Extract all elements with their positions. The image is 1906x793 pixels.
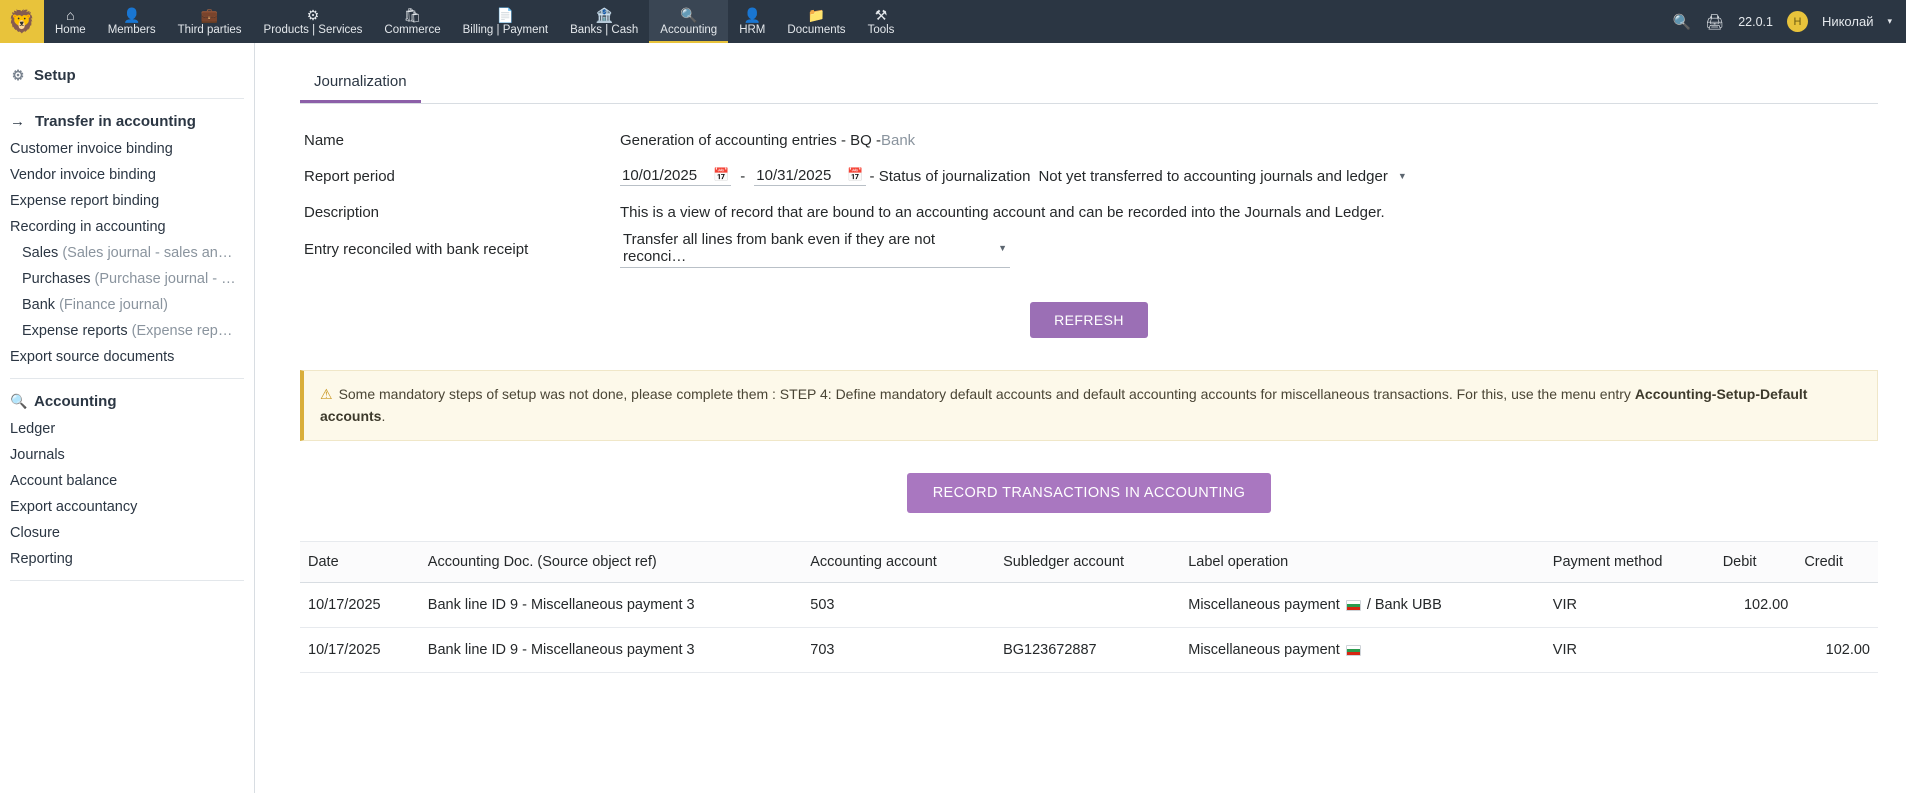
sidebar-item-expense-reports-label: Expense reports bbox=[22, 323, 128, 339]
menu-item-members[interactable] bbox=[97, 0, 167, 43]
cell-accounting-doc: Bank line ID 9 - Miscellaneous payment 3 bbox=[420, 583, 802, 628]
menu-item-products-services[interactable] bbox=[253, 0, 374, 43]
description-value: This is a view of record that are bound to an accounting account and can be recorded into the Journals and Ledger. bbox=[620, 203, 1385, 221]
menu-item-label: Third parties bbox=[177, 23, 242, 36]
tab-bar bbox=[300, 65, 1878, 104]
th-label-operation[interactable]: Label operation bbox=[1180, 542, 1545, 583]
cell-label-operation bbox=[1180, 628, 1545, 673]
cell-debit bbox=[1715, 628, 1797, 673]
magnifier-icon: 🔍 bbox=[10, 393, 28, 409]
cell-payment-method: VIR bbox=[1545, 583, 1715, 628]
sidebar-item-expense-reports[interactable] bbox=[0, 318, 254, 344]
table-header-row bbox=[300, 542, 1878, 583]
sidebar-item-bank-hint: (Finance journal) bbox=[59, 297, 168, 313]
form-row-entry-reconciled bbox=[300, 230, 1878, 268]
entry-reconciled-value bbox=[620, 230, 1010, 268]
menu-item-third-parties[interactable] bbox=[167, 0, 253, 43]
refresh-button[interactable]: REFRESH bbox=[1030, 302, 1148, 338]
warning-text: Some mandatory steps of setup was not done, please complete them : STEP 4: Define mandatory default accounts and default accounting accounts for miscellaneous transactions. For this, use the menu entry bbox=[338, 386, 1635, 402]
sidebar-item-sales-hint: (Sales journal - sales an… bbox=[62, 245, 233, 261]
menu-item-accounting[interactable] bbox=[649, 0, 728, 43]
accounting-icon: 🔍 bbox=[680, 6, 698, 23]
sidebar-item-customer-invoice-binding[interactable]: Customer invoice binding bbox=[10, 141, 173, 157]
menu-item-tools[interactable] bbox=[857, 0, 906, 43]
th-credit[interactable]: Credit bbox=[1796, 542, 1878, 583]
chevron-down-icon[interactable]: ▾ bbox=[1887, 16, 1892, 26]
sidebar-item-account-balance[interactable]: Account balance bbox=[10, 473, 118, 489]
app-logo[interactable] bbox=[0, 0, 44, 43]
form-row-report-period bbox=[300, 158, 1878, 194]
user-name-label[interactable]: Николай bbox=[1821, 14, 1874, 29]
th-debit[interactable]: Debit bbox=[1715, 542, 1797, 583]
status-of-journalization-value: Not yet transferred to accounting journals and ledger bbox=[1038, 167, 1388, 185]
transactions-table bbox=[300, 541, 1878, 673]
menu-item-billing-payment[interactable] bbox=[452, 0, 559, 43]
cell-credit: 102.00 bbox=[1796, 628, 1878, 673]
sidebar-item-sales[interactable] bbox=[0, 240, 254, 266]
third-parties-icon: 💼 bbox=[200, 6, 219, 23]
left-sidebar bbox=[0, 43, 255, 793]
table-row[interactable] bbox=[300, 628, 1878, 673]
name-value bbox=[620, 132, 915, 149]
record-transactions-button[interactable]: RECORD TRANSACTIONS IN ACCOUNTING bbox=[907, 473, 1272, 513]
entry-reconciled-selected-option: Transfer all lines from bank even if they are not reconci… bbox=[623, 231, 936, 265]
table-row[interactable] bbox=[300, 583, 1878, 628]
name-value-suffix: Bank bbox=[880, 131, 916, 149]
menu-item-label: Documents bbox=[787, 23, 846, 36]
warning-triangle-icon: ⚠ bbox=[320, 386, 333, 402]
sidebar-section-accounting-label: Accounting bbox=[34, 393, 117, 410]
menu-item-label: Commerce bbox=[384, 23, 441, 36]
avatar[interactable]: Н bbox=[1787, 11, 1808, 32]
status-of-journalization-label: - Status of journalization bbox=[869, 167, 1031, 185]
sidebar-item-bank-label: Bank bbox=[22, 297, 56, 313]
menu-item-label: Tools bbox=[867, 23, 895, 36]
cell-subledger-account bbox=[995, 583, 1180, 628]
date-from-input[interactable] bbox=[620, 167, 731, 186]
name-label: Name bbox=[304, 131, 345, 149]
sidebar-divider-2 bbox=[10, 378, 244, 379]
th-subledger-account[interactable]: Subledger account bbox=[995, 542, 1180, 583]
sidebar-item-reporting[interactable]: Reporting bbox=[10, 551, 73, 567]
calendar-icon[interactable]: 📅 bbox=[713, 167, 730, 182]
sidebar-item-expense-report-binding[interactable]: Expense report binding bbox=[10, 193, 160, 209]
menu-item-label: Products | Services bbox=[263, 23, 363, 36]
sidebar-section-transfer-in-accounting[interactable] bbox=[0, 107, 254, 136]
hrm-icon: 👤 bbox=[743, 6, 761, 23]
members-icon: 👤 bbox=[122, 6, 141, 23]
search-icon[interactable]: 🔍 bbox=[1672, 13, 1692, 31]
sidebar-item-ledger[interactable]: Ledger bbox=[10, 421, 56, 437]
tab-journalization[interactable]: Journalization bbox=[300, 65, 421, 103]
sidebar-item-expense-reports-hint: (Expense rep… bbox=[131, 323, 233, 339]
sidebar-item-purchases[interactable] bbox=[0, 266, 254, 292]
gears-icon: ⚙ bbox=[11, 67, 25, 83]
journalization-form bbox=[300, 122, 1878, 268]
sidebar-item-journals[interactable]: Journals bbox=[10, 447, 65, 463]
printer-icon[interactable]: 🖨 bbox=[1705, 13, 1725, 31]
bulgaria-flag-icon bbox=[1346, 645, 1361, 656]
sidebar-item-export-source-documents[interactable]: Export source documents bbox=[10, 349, 175, 365]
menu-item-label: Billing | Payment bbox=[462, 23, 549, 36]
sidebar-item-recording-in-accounting[interactable]: Recording in accounting bbox=[10, 219, 166, 235]
menu-item-label: Banks | Cash bbox=[570, 23, 639, 36]
sidebar-section-setup-label: Setup bbox=[34, 67, 76, 84]
cell-credit bbox=[1796, 583, 1878, 628]
top-navigation-bar bbox=[0, 0, 1906, 43]
billing-icon: 📄 bbox=[496, 6, 515, 23]
home-icon: ⌂ bbox=[66, 6, 75, 23]
topbar-right-tools bbox=[1672, 0, 1906, 43]
sidebar-item-vendor-invoice-binding[interactable]: Vendor invoice binding bbox=[10, 167, 156, 183]
main-menu bbox=[44, 0, 905, 43]
sidebar-item-purchases-hint: (Purchase journal - … bbox=[94, 271, 236, 287]
warning-link[interactable]: Accounting-Setup-Default accounts bbox=[320, 386, 1808, 424]
name-value-text: Generation of accounting entries - BQ - bbox=[620, 131, 881, 149]
th-payment-method[interactable]: Payment method bbox=[1545, 542, 1715, 583]
chevron-down-icon: ▼ bbox=[998, 243, 1007, 253]
cell-label-operation bbox=[1180, 583, 1545, 628]
chevron-down-icon: ▼ bbox=[1397, 171, 1407, 181]
menu-item-label: HRM bbox=[739, 23, 766, 36]
version-label: 22.0.1 bbox=[1738, 14, 1773, 29]
sidebar-divider-1 bbox=[10, 98, 244, 99]
cell-subledger-account: BG123672887 bbox=[995, 628, 1180, 673]
menu-item-commerce[interactable] bbox=[373, 0, 451, 43]
cell-accounting-account: 703 bbox=[802, 628, 995, 673]
cell-debit: 102.00 bbox=[1715, 583, 1797, 628]
date-range-separator: - bbox=[740, 167, 746, 185]
sidebar-section-setup[interactable] bbox=[0, 61, 254, 90]
cell-accounting-doc: Bank line ID 9 - Miscellaneous payment 3 bbox=[420, 628, 802, 673]
label-operation-suffix: / Bank UBB bbox=[1362, 597, 1442, 614]
sidebar-section-accounting[interactable] bbox=[0, 387, 254, 416]
cell-payment-method: VIR bbox=[1545, 628, 1715, 673]
th-accounting-account[interactable]: Accounting account bbox=[802, 542, 995, 583]
warning-text-end: . bbox=[381, 407, 386, 424]
form-row-description bbox=[300, 194, 1878, 230]
cell-date: 10/17/2025 bbox=[300, 628, 420, 673]
main-content bbox=[255, 43, 1906, 793]
th-accounting-doc[interactable]: Accounting Doc. (Source object ref) bbox=[420, 542, 802, 583]
report-period-value bbox=[620, 167, 1409, 186]
commerce-icon: 🛍 bbox=[403, 6, 422, 23]
cell-date: 10/17/2025 bbox=[300, 583, 420, 628]
report-period-label: Report period bbox=[304, 167, 395, 185]
menu-item-documents[interactable] bbox=[776, 0, 856, 43]
sidebar-item-bank[interactable] bbox=[0, 292, 254, 318]
status-of-journalization-select[interactable] bbox=[1036, 167, 1408, 186]
setup-warning-banner bbox=[300, 370, 1878, 441]
form-row-name bbox=[300, 122, 1878, 158]
tools-icon: ⚒ bbox=[874, 6, 888, 23]
entry-reconciled-select[interactable] bbox=[620, 230, 1010, 268]
label-operation-text: Miscellaneous payment bbox=[1188, 597, 1344, 614]
menu-item-home[interactable] bbox=[44, 0, 97, 43]
refresh-button-row bbox=[300, 302, 1878, 338]
lion-logo-icon: 🦁 bbox=[8, 8, 36, 34]
record-button-row bbox=[300, 473, 1878, 513]
entry-reconciled-label: Entry reconciled with bank receipt bbox=[304, 240, 529, 258]
calendar-icon[interactable]: 📅 bbox=[847, 167, 864, 182]
menu-item-banks-cash[interactable] bbox=[559, 0, 649, 43]
menu-item-label: Members bbox=[107, 23, 156, 36]
date-from-value: 10/01/2025 bbox=[622, 166, 698, 184]
products-icon: ⚙ bbox=[306, 6, 320, 23]
menu-item-label: Home bbox=[55, 23, 86, 36]
sidebar-section-transfer-label: Transfer in accounting bbox=[35, 113, 196, 130]
sidebar-item-export-accountancy[interactable]: Export accountancy bbox=[10, 499, 138, 515]
arrow-right-icon: → bbox=[10, 113, 25, 130]
cell-accounting-account: 503 bbox=[802, 583, 995, 628]
description-label: Description bbox=[304, 203, 380, 221]
sidebar-divider-3 bbox=[10, 580, 244, 581]
date-to-value: 10/31/2025 bbox=[756, 166, 832, 184]
date-to-input[interactable] bbox=[754, 167, 865, 186]
transactions-table-head bbox=[300, 542, 1878, 583]
transactions-table-body bbox=[300, 583, 1878, 673]
documents-icon: 📁 bbox=[807, 6, 826, 23]
bank-icon: 🏦 bbox=[595, 6, 613, 23]
sidebar-item-closure[interactable]: Closure bbox=[10, 525, 60, 541]
sidebar-item-sales-label: Sales bbox=[22, 245, 59, 261]
sidebar-item-purchases-label: Purchases bbox=[22, 271, 91, 287]
th-date[interactable]: Date bbox=[300, 542, 420, 583]
menu-item-label: Accounting bbox=[660, 23, 718, 36]
menu-item-hrm[interactable] bbox=[728, 0, 776, 43]
label-operation-text: Miscellaneous payment bbox=[1188, 642, 1344, 659]
bulgaria-flag-icon bbox=[1346, 600, 1361, 611]
